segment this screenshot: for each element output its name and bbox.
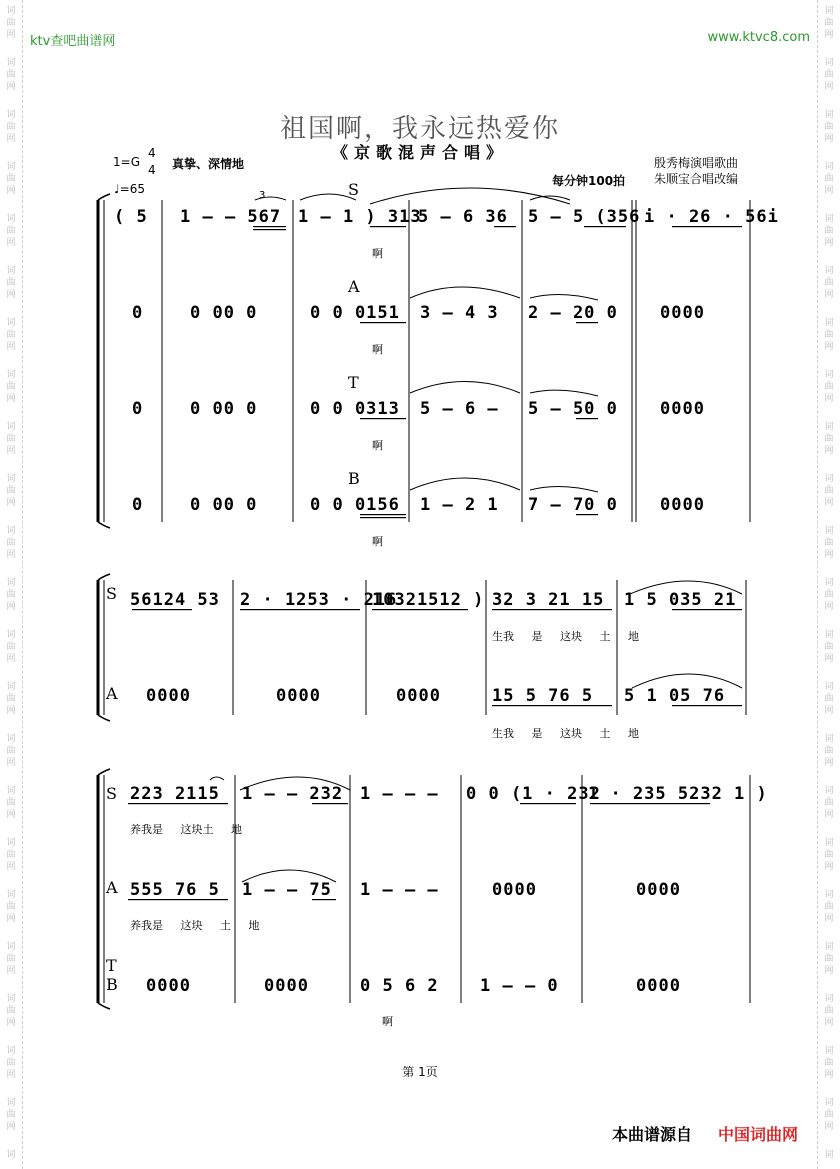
s1-tenor-m4: 5 – 6 – xyxy=(420,399,499,419)
key-signature: 1=G xyxy=(113,155,140,169)
s2-alto-m1: 0000 xyxy=(146,686,191,706)
side-watermark-char: 曲 xyxy=(824,226,834,236)
s3-lyric-soprano: 养我是 这块土 地 xyxy=(130,823,242,836)
s1-alto-m6: 0000 xyxy=(660,303,705,323)
site-url-right[interactable]: www.ktvc8.com xyxy=(707,30,810,45)
side-watermark-char: 词 xyxy=(824,474,834,484)
side-watermark-char: 词 xyxy=(824,630,834,640)
side-watermark-char: 网 xyxy=(6,1070,16,1080)
side-watermark-char: 词 xyxy=(824,58,834,68)
song-title: 祖国啊，我永远热爱你 xyxy=(279,114,560,144)
side-watermark-char: 网 xyxy=(6,342,16,352)
s1-bass-m3: 0 0 0156 xyxy=(310,495,400,515)
side-watermark-char: 网 xyxy=(824,498,834,508)
s1-lyric-soprano: 啊 xyxy=(372,247,383,260)
side-watermark-char: 曲 xyxy=(824,642,834,652)
s1-soprano-m6: i · 26 · 56i xyxy=(644,207,779,227)
side-watermark-char: 曲 xyxy=(6,746,16,756)
s1-tenor-m5: 5 – 50 0 xyxy=(528,399,618,419)
time-signature-top: 4 xyxy=(148,146,156,160)
side-watermark-char: 网 xyxy=(824,238,834,248)
expression-mark: 真挚、深情地 xyxy=(172,157,245,171)
s1-alto-m4: 3 – 4 3 xyxy=(420,303,499,323)
s1-tenor-m6: 0000 xyxy=(660,399,705,419)
side-watermark-char: 词 xyxy=(824,890,834,900)
s2-soprano-m1: 56124 53 xyxy=(130,590,220,610)
side-watermark-char: 词 xyxy=(6,786,16,796)
side-watermark-char: 词 xyxy=(6,318,16,328)
s2-lyric-soprano: 生我 是 这块 土 地 xyxy=(492,630,639,643)
side-watermark-char: 词 xyxy=(6,422,16,432)
side-watermark-char: 词 xyxy=(6,6,16,16)
side-watermark-char: 曲 xyxy=(824,1110,834,1120)
s3-alto-m1: 555 76 5 xyxy=(130,880,220,900)
side-watermark-char: 词 xyxy=(6,734,16,744)
s3-tb-m5: 0000 xyxy=(636,976,681,996)
side-watermark-char: 曲 xyxy=(6,1058,16,1068)
s1-soprano-m1: ( 5 xyxy=(114,207,148,227)
s1-bass-m2: 0 00 0 xyxy=(190,495,258,515)
voice-label-bass: B xyxy=(348,469,360,488)
s1-tenor-m1: 0 xyxy=(132,399,144,419)
side-watermark-char: 曲 xyxy=(824,122,834,132)
side-watermark-char: 词 xyxy=(6,370,16,380)
side-watermark-char: 词 xyxy=(6,110,16,120)
side-watermark-char: 网 xyxy=(824,602,834,612)
side-watermark-char: 曲 xyxy=(6,798,16,808)
s1-soprano-m3: 1 – 1 ) 313 xyxy=(298,207,422,227)
s2-soprano-m2: 2 · 1253 · 216 xyxy=(240,590,398,610)
side-watermark-char: 网 xyxy=(6,602,16,612)
side-watermark-char: 网 xyxy=(824,862,834,872)
side-watermark-char: 网 xyxy=(824,394,834,404)
side-watermark-char: 曲 xyxy=(824,746,834,756)
s3-alto-m5: 0000 xyxy=(636,880,681,900)
side-watermark-char: 词 xyxy=(824,370,834,380)
s2-alto-m3: 0000 xyxy=(396,686,441,706)
s2-voice-label-soprano: S xyxy=(106,584,117,603)
s1-soprano-m2: 1 – – 567 xyxy=(180,207,282,227)
side-watermark-char: 网 xyxy=(824,82,834,92)
s3-voice-label-alto: A xyxy=(106,878,118,897)
side-watermark-char: 词 xyxy=(824,1150,834,1160)
s3-tb-m1: 0000 xyxy=(146,976,191,996)
side-watermark-char: 词 xyxy=(824,526,834,536)
side-watermark-char: 词 xyxy=(6,890,16,900)
side-watermark-char: 词 xyxy=(824,1098,834,1108)
s3-soprano-m1: 223 2115 xyxy=(130,784,220,804)
side-watermark-char: 词 xyxy=(6,474,16,484)
side-watermark-char: 网 xyxy=(6,758,16,768)
side-watermark-char: 词 xyxy=(824,110,834,120)
s1-bass-m5: 7 – 70 0 xyxy=(528,495,618,515)
side-watermark-char: 网 xyxy=(824,290,834,300)
side-watermark-char: 曲 xyxy=(824,538,834,548)
s3-voice-label-bass: B xyxy=(106,975,118,994)
s1-bass-m6: 0000 xyxy=(660,495,705,515)
side-watermark-char: 词 xyxy=(6,1098,16,1108)
side-watermark-char: 曲 xyxy=(6,538,16,548)
s2-lyric-alto: 生我 是 这块 土 地 xyxy=(492,727,639,740)
side-watermark-char: 网 xyxy=(6,966,16,976)
s2-soprano-m5: 1 5 035 21 xyxy=(624,590,737,610)
credit-arranger: 朱顺宝合唱改编 xyxy=(654,172,739,186)
s1-alto-m2: 0 00 0 xyxy=(190,303,258,323)
side-watermark-char: 网 xyxy=(824,1070,834,1080)
s3-soprano-m2: 1 – – 232 xyxy=(242,784,344,804)
site-name-left[interactable]: ktv查吧曲谱网 xyxy=(30,34,116,49)
side-watermark-char: 网 xyxy=(824,1018,834,1028)
song-subtitle: 《京歌混声合唱》 xyxy=(331,143,508,162)
side-watermark-char: 词 xyxy=(824,214,834,224)
side-watermark-char: 网 xyxy=(6,914,16,924)
side-watermark-char: 曲 xyxy=(6,226,16,236)
s1-lyric-tenor: 啊 xyxy=(372,439,383,452)
side-watermark-char: 曲 xyxy=(6,278,16,288)
side-watermark-char: 曲 xyxy=(6,850,16,860)
triplet-mark: 3 xyxy=(259,190,266,201)
s1-bass-m4: 1 – 2 1 xyxy=(420,495,499,515)
side-watermark-char: 曲 xyxy=(6,694,16,704)
side-watermark-char: 曲 xyxy=(824,330,834,340)
side-watermark-char: 词 xyxy=(6,942,16,952)
side-watermark-char: 词 xyxy=(824,6,834,16)
side-watermark-char: 曲 xyxy=(824,486,834,496)
side-watermark-char: 词 xyxy=(6,58,16,68)
side-watermark-char: 曲 xyxy=(824,278,834,288)
side-watermark-char: 曲 xyxy=(6,18,16,28)
s3-alto-m3: 1 – – – xyxy=(360,880,439,900)
tempo-text: 每分钟100拍 xyxy=(552,174,626,188)
side-watermark-char: 词 xyxy=(6,266,16,276)
side-watermark-char: 词 xyxy=(824,1046,834,1056)
side-watermark-char: 网 xyxy=(824,966,834,976)
s2-voice-label-alto: A xyxy=(106,684,118,703)
s1-tenor-m2: 0 00 0 xyxy=(190,399,258,419)
side-watermark-char: 词 xyxy=(824,786,834,796)
side-watermark-char: 词 xyxy=(6,838,16,848)
side-watermark-char: 词 xyxy=(824,162,834,172)
side-watermark-char: 词 xyxy=(6,526,16,536)
s3-voice-label-tenor: T xyxy=(106,956,117,975)
side-watermark-char: 曲 xyxy=(824,1058,834,1068)
s1-lyric-bass: 啊 xyxy=(372,535,383,548)
page-number: 第 1页 xyxy=(402,1065,438,1079)
voice-label-alto: A xyxy=(348,277,360,296)
side-watermark-char: 曲 xyxy=(6,902,16,912)
side-watermark-char: 词 xyxy=(824,266,834,276)
side-watermark-char: 网 xyxy=(6,186,16,196)
side-watermark-char: 曲 xyxy=(6,954,16,964)
side-watermark-char: 网 xyxy=(824,914,834,924)
side-watermark-char: 曲 xyxy=(6,590,16,600)
side-watermark-char: 词 xyxy=(6,162,16,172)
side-watermark-char: 网 xyxy=(824,446,834,456)
side-watermark-char: 网 xyxy=(6,1018,16,1028)
side-watermark-char: 网 xyxy=(824,550,834,560)
s2-soprano-m4: 32 3 21 15 xyxy=(492,590,605,610)
side-watermark-char: 词 xyxy=(824,994,834,1004)
side-watermark-char: 网 xyxy=(6,446,16,456)
side-watermark-char: 词 xyxy=(824,838,834,848)
side-watermark-char: 网 xyxy=(824,654,834,664)
side-watermark-char: 曲 xyxy=(6,122,16,132)
s1-alto-m1: 0 xyxy=(132,303,144,323)
side-watermark-char: 曲 xyxy=(6,1006,16,1016)
s1-soprano-m4: 5 – 6 36 xyxy=(418,207,508,227)
side-watermark-char: 词 xyxy=(824,942,834,952)
side-watermark-char: 曲 xyxy=(6,174,16,184)
s1-alto-m3: 0 0 0151 xyxy=(310,303,400,323)
side-watermark-char: 网 xyxy=(824,134,834,144)
side-watermark-char: 曲 xyxy=(6,382,16,392)
side-watermark-char: 曲 xyxy=(824,382,834,392)
side-watermark-char: 曲 xyxy=(824,902,834,912)
s1-lyric-alto: 啊 xyxy=(372,343,383,356)
side-watermark-char: 网 xyxy=(824,758,834,768)
side-watermark-char: 曲 xyxy=(824,850,834,860)
s2-soprano-m3: 10321512 ) xyxy=(372,590,485,610)
side-watermark-char: 网 xyxy=(6,290,16,300)
side-watermark-char: 词 xyxy=(6,1150,16,1160)
side-watermark-char: 网 xyxy=(824,342,834,352)
s1-alto-m5: 2 – 20 0 xyxy=(528,303,618,323)
s3-soprano-m5: 1 · 235 5232 1 ) xyxy=(588,784,768,804)
s3-lyric-alto: 养我是 这块 土 地 xyxy=(130,919,260,932)
s2-alto-m5: 5 1 05 76 xyxy=(624,686,726,706)
side-watermark-char: 网 xyxy=(6,862,16,872)
s1-soprano-m5: 5 – 5 (356 xyxy=(528,207,641,227)
s3-soprano-m3: 1 – – – xyxy=(360,784,439,804)
side-watermark-char: 网 xyxy=(6,1122,16,1132)
s2-alto-m2: 0000 xyxy=(276,686,321,706)
footer-source-site[interactable]: 中国词曲网 xyxy=(718,1125,799,1144)
side-watermark-char: 词 xyxy=(6,682,16,692)
s2-alto-m4: 15 5 76 5 xyxy=(492,686,594,706)
s3-lyric-tb: 啊 xyxy=(382,1015,393,1028)
side-watermark-char: 曲 xyxy=(824,798,834,808)
side-watermark-char: 网 xyxy=(6,498,16,508)
side-watermark-char: 曲 xyxy=(6,1110,16,1120)
s3-soprano-m4: 0 0 (1 · 232 xyxy=(466,784,601,804)
s3-tb-m4: 1 – – 0 xyxy=(480,976,559,996)
side-watermark-char: 词 xyxy=(6,630,16,640)
side-watermark-char: 曲 xyxy=(6,70,16,80)
side-watermark-char: 词 xyxy=(824,682,834,692)
side-watermark-char: 网 xyxy=(824,1122,834,1132)
side-watermark-char: 曲 xyxy=(6,434,16,444)
side-watermark-char: 词 xyxy=(824,318,834,328)
side-watermark-char: 网 xyxy=(6,394,16,404)
side-watermark-char: 网 xyxy=(824,706,834,716)
voice-label-tenor: T xyxy=(348,373,359,392)
s3-alto-m2: 1 – – 75 xyxy=(242,880,332,900)
side-watermark-char: 词 xyxy=(6,994,16,1004)
side-watermark-char: 网 xyxy=(824,810,834,820)
side-watermark-char: 网 xyxy=(6,550,16,560)
s3-tb-m2: 0000 xyxy=(264,976,309,996)
side-watermark-char: 曲 xyxy=(824,434,834,444)
side-watermark-char: 曲 xyxy=(6,642,16,652)
side-watermark-char: 网 xyxy=(6,30,16,40)
side-watermark-char: 网 xyxy=(6,706,16,716)
s1-tenor-m3: 0 0 0313 xyxy=(310,399,400,419)
side-watermark-char: 曲 xyxy=(824,954,834,964)
side-watermark-char: 曲 xyxy=(824,70,834,80)
side-watermark-char: 曲 xyxy=(824,590,834,600)
s3-tb-m3: 0 5 6 2 xyxy=(360,976,439,996)
side-watermark-char: 网 xyxy=(6,238,16,248)
side-watermark-char: 曲 xyxy=(824,174,834,184)
side-watermark-char: 词 xyxy=(824,734,834,744)
side-watermark-char: 网 xyxy=(824,30,834,40)
side-watermark-char: 曲 xyxy=(824,18,834,28)
footer-source-label: 本曲谱源自 xyxy=(612,1125,693,1144)
side-watermark-char: 词 xyxy=(824,578,834,588)
side-watermark-char: 曲 xyxy=(824,1006,834,1016)
voice-label-soprano: S xyxy=(348,180,359,199)
s1-bass-m1: 0 xyxy=(132,495,144,515)
side-watermark-char: 网 xyxy=(6,82,16,92)
side-watermark-char: 词 xyxy=(6,214,16,224)
s3-voice-label-soprano: S xyxy=(106,784,117,803)
side-watermark-char: 曲 xyxy=(6,486,16,496)
side-watermark-char: 网 xyxy=(824,186,834,196)
side-watermark-char: 网 xyxy=(6,134,16,144)
s3-alto-m4: 0000 xyxy=(492,880,537,900)
side-watermark-char: 词 xyxy=(824,422,834,432)
side-watermark-char: 网 xyxy=(6,654,16,664)
tempo-marking: ♩=65 xyxy=(114,182,145,196)
side-watermark-char: 网 xyxy=(6,810,16,820)
time-signature-bottom: 4 xyxy=(148,163,156,177)
side-watermark-char: 曲 xyxy=(6,330,16,340)
side-watermark-char: 词 xyxy=(6,1046,16,1056)
side-watermark-char: 曲 xyxy=(824,694,834,704)
side-watermark-char: 词 xyxy=(6,578,16,588)
credit-singer: 殷秀梅演唱歌曲 xyxy=(654,156,739,170)
